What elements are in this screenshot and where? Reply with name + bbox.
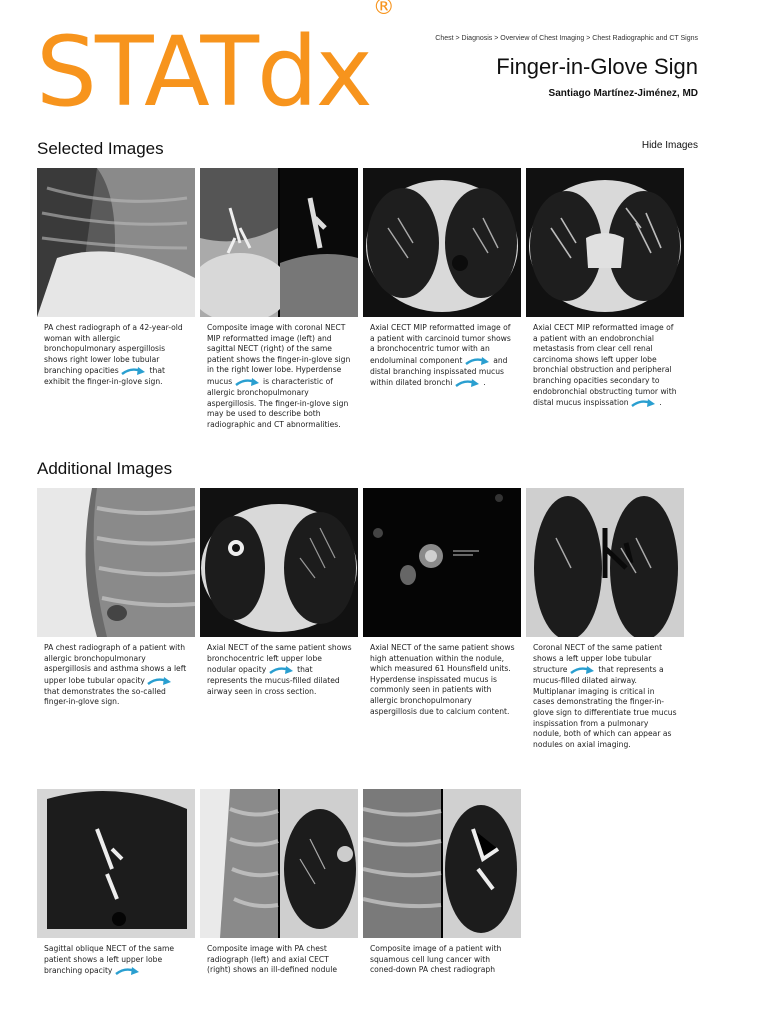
arrow-icon: [147, 675, 173, 687]
selected-image-3[interactable]: [363, 168, 521, 389]
selected-caption-2: Composite image with coronal NECT MIP reformatted image (left) and sagittal NECT (right) of the same patient shows the finger-in-glove sign in the right lower lobe. Hyperdense mucus is characteristic of allergic bronchopulmonary aspergillosis. The finger-in-glove sign may be used to describe both radiographic and CT abnormalities.: [207, 323, 351, 429]
additional-image-1[interactable]: [37, 488, 195, 708]
composite-coned-radiograph-image[interactable]: [363, 789, 521, 938]
arrow-icon: [269, 664, 295, 676]
arrow-icon: [115, 965, 141, 977]
additional-caption-5: Sagittal oblique NECT of the same patient shows a left upper lobe branching opacity: [44, 944, 175, 976]
selected-images-heading: Selected Images: [37, 139, 164, 158]
composite-nect-image[interactable]: [200, 168, 358, 317]
author-name: Santiago Martínez-Jiménez, MD: [548, 88, 698, 99]
selected-image-1[interactable]: [37, 168, 195, 388]
additional-image-4[interactable]: [526, 488, 684, 750]
additional-caption-4: Coronal NECT of the same patient shows a left upper lobe tubular structure that represents a mucus-filled dilated airway. Multiplanar imaging is critical in cases demonstrating the finger-in-glove sign to differentiate true mucus inspissation from a pulmonary nodule, both of which can appear as nodules on axial imaging.: [533, 643, 677, 749]
pa-radiograph-image[interactable]: [37, 488, 195, 637]
additional-image-5[interactable]: [37, 789, 195, 977]
breadcrumb[interactable]: Chest > Diagnosis > Overview of Chest Imaging > Chest Radiographic and CT Signs: [435, 35, 698, 42]
additional-image-6[interactable]: [200, 789, 358, 976]
additional-image-3[interactable]: [363, 488, 521, 717]
coronal-nect-image[interactable]: [526, 488, 684, 637]
arrow-icon: [465, 355, 491, 367]
axial-cect-image[interactable]: [363, 168, 521, 317]
additional-caption-7: Composite image of a patient with squamous cell lung cancer with coned-down PA chest radiograph: [370, 944, 502, 975]
additional-image-7[interactable]: [363, 789, 521, 976]
additional-caption-1: PA chest radiograph of a patient with allergic bronchopulmonary aspergillosis and asthma shows a left upper lobe tubular opacity that demonstrates the so-called finger-in-glove sign.: [44, 643, 187, 707]
arrow-icon: [121, 365, 147, 377]
additional-image-2[interactable]: [200, 488, 358, 697]
curved-arrow-icon: [455, 377, 481, 389]
additional-images-heading: Additional Images: [37, 459, 173, 478]
arrow-icon: [570, 664, 596, 676]
hide-images-link[interactable]: Hide Images: [641, 140, 698, 151]
selected-image-2[interactable]: [200, 168, 358, 430]
axial-nect-zoom-image[interactable]: [363, 488, 521, 637]
composite-radiograph-cect-image[interactable]: [200, 789, 358, 938]
page-title: Finger-in-Glove Sign: [496, 54, 698, 79]
axial-nect-image[interactable]: [200, 488, 358, 637]
arrow-icon: [235, 376, 261, 388]
arrow-icon: [631, 397, 657, 409]
additional-caption-2: Axial NECT of the same patient shows bronchocentric left upper lobe nodular opacity that represents the mucus-filled dilated airway seen in cross section.: [207, 643, 352, 696]
additional-caption-6: Composite image with PA chest radiograph (left) and axial CECT (right) shows an ill-defined nodule: [207, 944, 337, 975]
selected-caption-4: Axial CECT MIP reformatted image of a patient with an endobronchial metastasis from clear cell renal carcinoma shows left upper lobe bronchial obstruction and peripheral branching opacities secondary to endobronchial obstructing tumor with distal mucus inspissation .: [533, 323, 677, 408]
axial-cect-mip-image[interactable]: [526, 168, 684, 317]
selected-caption-1: PA chest radiograph of a 42-year-old woman with allergic bronchopulmonary aspergillosis shows right lower lobe tubular branching opacities that exhibit the finger-in-glove sign.: [44, 323, 183, 387]
additional-caption-3: Axial NECT of the same patient shows high attenuation within the nodule, which measured 61 Hounsfield units. Hyperdense inspissated mucus is commonly seen in patients with allergic bronchopulmonary aspergillosis due to calcium content.: [370, 643, 515, 716]
selected-caption-3: Axial CECT MIP reformatted image of a patient with carcinoid tumor shows a bronchocentric tumor with an endoluminal component and distal branching inspissated mucus within dilated bronchi .: [370, 323, 511, 388]
sagittal-oblique-nect-image[interactable]: [37, 789, 195, 938]
selected-image-4[interactable]: [526, 168, 684, 409]
statdx-logo: STATdx®: [36, 0, 393, 128]
chest-radiograph-image[interactable]: [37, 168, 195, 317]
